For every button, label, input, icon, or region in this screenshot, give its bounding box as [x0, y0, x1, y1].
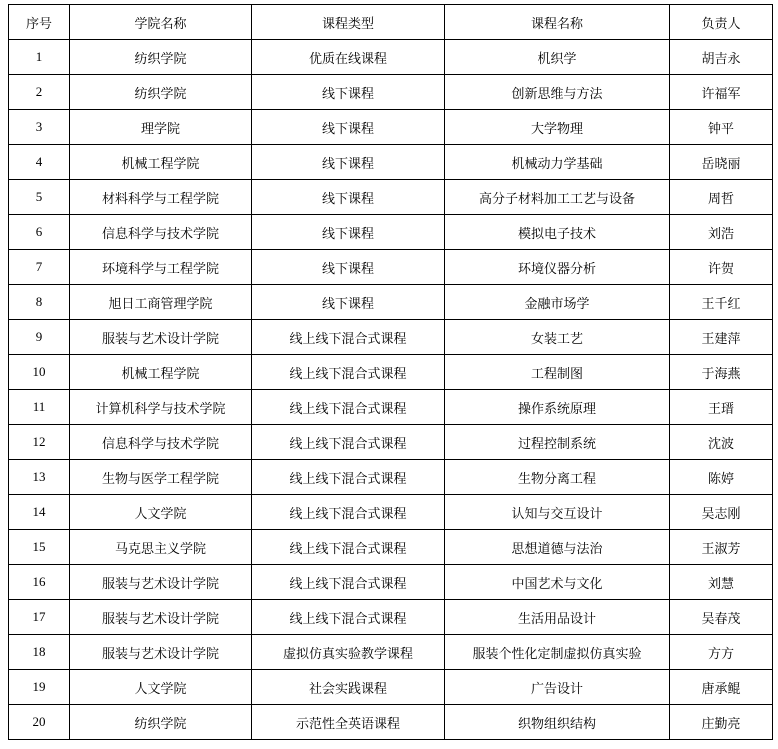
table-cell-leader: 王淑芳 [670, 530, 773, 565]
table-cell-no: 5 [9, 180, 70, 215]
table-row [9, 355, 773, 390]
table-cell-college: 旭日工商管理学院 [70, 285, 252, 320]
table-cell-course-type: 线上线下混合式课程 [252, 565, 445, 600]
table-cell-course-name: 生物分离工程 [445, 460, 670, 495]
table-cell-leader: 许福军 [670, 75, 773, 110]
column-header-leader: 负责人 [670, 5, 773, 40]
table-cell-course-type: 线上线下混合式课程 [252, 390, 445, 425]
table-row [9, 75, 773, 110]
table-cell-course-type: 线下课程 [252, 180, 445, 215]
table-body [9, 40, 773, 740]
table-cell-college: 纺织学院 [70, 705, 252, 740]
table-cell-course-type: 线上线下混合式课程 [252, 425, 445, 460]
table-cell-leader: 庄勤亮 [670, 705, 773, 740]
table-cell-course-name: 操作系统原理 [445, 390, 670, 425]
table-cell-no: 6 [9, 215, 70, 250]
table-cell-course-name: 过程控制系统 [445, 425, 670, 460]
table-cell-course-type: 社会实践课程 [252, 670, 445, 705]
table-cell-leader: 岳晓丽 [670, 145, 773, 180]
table-cell-leader: 胡吉永 [670, 40, 773, 75]
table-cell-college: 服装与艺术设计学院 [70, 600, 252, 635]
table-cell-course-type: 线上线下混合式课程 [252, 355, 445, 390]
header-row [9, 5, 773, 40]
table-cell-leader: 许贺 [670, 250, 773, 285]
table-cell-course-type: 线下课程 [252, 285, 445, 320]
table-cell-leader: 刘浩 [670, 215, 773, 250]
table-cell-no: 2 [9, 75, 70, 110]
table-cell-no: 7 [9, 250, 70, 285]
table-cell-no: 9 [9, 320, 70, 355]
table-cell-course-name: 机织学 [445, 40, 670, 75]
table-cell-course-type: 优质在线课程 [252, 40, 445, 75]
table-cell-college: 机械工程学院 [70, 145, 252, 180]
table-cell-no: 1 [9, 40, 70, 75]
table-row [9, 285, 773, 320]
table-cell-course-name: 机械动力学基础 [445, 145, 670, 180]
table-row [9, 530, 773, 565]
table-cell-course-name: 环境仪器分析 [445, 250, 670, 285]
table-cell-no: 14 [9, 495, 70, 530]
table-cell-no: 18 [9, 635, 70, 670]
column-header-course-type: 课程类型 [252, 5, 445, 40]
table-row [9, 390, 773, 425]
table-cell-no: 20 [9, 705, 70, 740]
table-cell-leader: 陈婷 [670, 460, 773, 495]
table-cell-course-name: 服装个性化定制虚拟仿真实验 [445, 635, 670, 670]
table-cell-no: 16 [9, 565, 70, 600]
table-row [9, 635, 773, 670]
table-cell-course-name: 认知与交互设计 [445, 495, 670, 530]
table-cell-no: 11 [9, 390, 70, 425]
table-cell-course-name: 思想道德与法治 [445, 530, 670, 565]
table-cell-leader: 唐承鲲 [670, 670, 773, 705]
table-cell-college: 人文学院 [70, 495, 252, 530]
table-cell-college: 环境科学与工程学院 [70, 250, 252, 285]
table-row [9, 460, 773, 495]
table-cell-college: 马克思主义学院 [70, 530, 252, 565]
column-header-college: 学院名称 [70, 5, 252, 40]
table-cell-course-name: 中国艺术与文化 [445, 565, 670, 600]
table-cell-leader: 刘慧 [670, 565, 773, 600]
table-cell-course-type: 线下课程 [252, 215, 445, 250]
table-cell-no: 12 [9, 425, 70, 460]
table-cell-leader: 方方 [670, 635, 773, 670]
table-cell-college: 纺织学院 [70, 75, 252, 110]
table-cell-college: 信息科学与技术学院 [70, 425, 252, 460]
table-row [9, 320, 773, 355]
table-cell-no: 4 [9, 145, 70, 180]
table-cell-college: 生物与医学工程学院 [70, 460, 252, 495]
table-cell-course-type: 线下课程 [252, 75, 445, 110]
table-cell-no: 10 [9, 355, 70, 390]
table-cell-college: 服装与艺术设计学院 [70, 635, 252, 670]
table-cell-leader: 钟平 [670, 110, 773, 145]
table-cell-course-type: 线下课程 [252, 250, 445, 285]
table-cell-college: 计算机科学与技术学院 [70, 390, 252, 425]
table-cell-leader: 吴春茂 [670, 600, 773, 635]
table-cell-college: 机械工程学院 [70, 355, 252, 390]
table-cell-no: 17 [9, 600, 70, 635]
table-cell-course-name: 模拟电子技术 [445, 215, 670, 250]
table-cell-no: 15 [9, 530, 70, 565]
table-cell-course-type: 示范性全英语课程 [252, 705, 445, 740]
table-cell-no: 3 [9, 110, 70, 145]
table-row [9, 250, 773, 285]
table-row [9, 705, 773, 740]
table-cell-no: 8 [9, 285, 70, 320]
table-cell-college: 服装与艺术设计学院 [70, 565, 252, 600]
table-cell-leader: 沈波 [670, 425, 773, 460]
table-cell-course-type: 线上线下混合式课程 [252, 320, 445, 355]
table-cell-course-name: 女装工艺 [445, 320, 670, 355]
table-cell-college: 信息科学与技术学院 [70, 215, 252, 250]
table-row [9, 425, 773, 460]
table-cell-course-type: 线下课程 [252, 145, 445, 180]
table-cell-leader: 王瑨 [670, 390, 773, 425]
table-row [9, 180, 773, 215]
table-row [9, 145, 773, 180]
course-table [8, 4, 773, 740]
table-cell-leader: 周哲 [670, 180, 773, 215]
table-cell-course-name: 创新思维与方法 [445, 75, 670, 110]
table-cell-course-type: 线上线下混合式课程 [252, 530, 445, 565]
table-cell-course-name: 广告设计 [445, 670, 670, 705]
table-cell-course-name: 工程制图 [445, 355, 670, 390]
table-cell-college: 材料科学与工程学院 [70, 180, 252, 215]
column-header-no: 序号 [9, 5, 70, 40]
table-cell-course-type: 线上线下混合式课程 [252, 460, 445, 495]
table-cell-course-type: 线上线下混合式课程 [252, 495, 445, 530]
table-row [9, 110, 773, 145]
table-cell-course-name: 大学物理 [445, 110, 670, 145]
table-header [9, 5, 773, 40]
table-cell-course-type: 虚拟仿真实验教学课程 [252, 635, 445, 670]
column-header-course-name: 课程名称 [445, 5, 670, 40]
table-row [9, 565, 773, 600]
table-row [9, 40, 773, 75]
table-row [9, 495, 773, 530]
table-cell-college: 服装与艺术设计学院 [70, 320, 252, 355]
table-row [9, 600, 773, 635]
table-cell-course-name: 高分子材料加工工艺与设备 [445, 180, 670, 215]
table-cell-leader: 吴志刚 [670, 495, 773, 530]
table-cell-college: 理学院 [70, 110, 252, 145]
table-cell-course-name: 金融市场学 [445, 285, 670, 320]
table-cell-college: 人文学院 [70, 670, 252, 705]
table-cell-course-name: 织物组织结构 [445, 705, 670, 740]
table-cell-leader: 王千红 [670, 285, 773, 320]
table-cell-no: 19 [9, 670, 70, 705]
table-cell-leader: 王建萍 [670, 320, 773, 355]
table-cell-course-type: 线上线下混合式课程 [252, 600, 445, 635]
table-cell-course-type: 线下课程 [252, 110, 445, 145]
table-cell-course-name: 生活用品设计 [445, 600, 670, 635]
table-row [9, 670, 773, 705]
table-cell-college: 纺织学院 [70, 40, 252, 75]
table-cell-no: 13 [9, 460, 70, 495]
table-cell-leader: 于海燕 [670, 355, 773, 390]
table-row [9, 215, 773, 250]
